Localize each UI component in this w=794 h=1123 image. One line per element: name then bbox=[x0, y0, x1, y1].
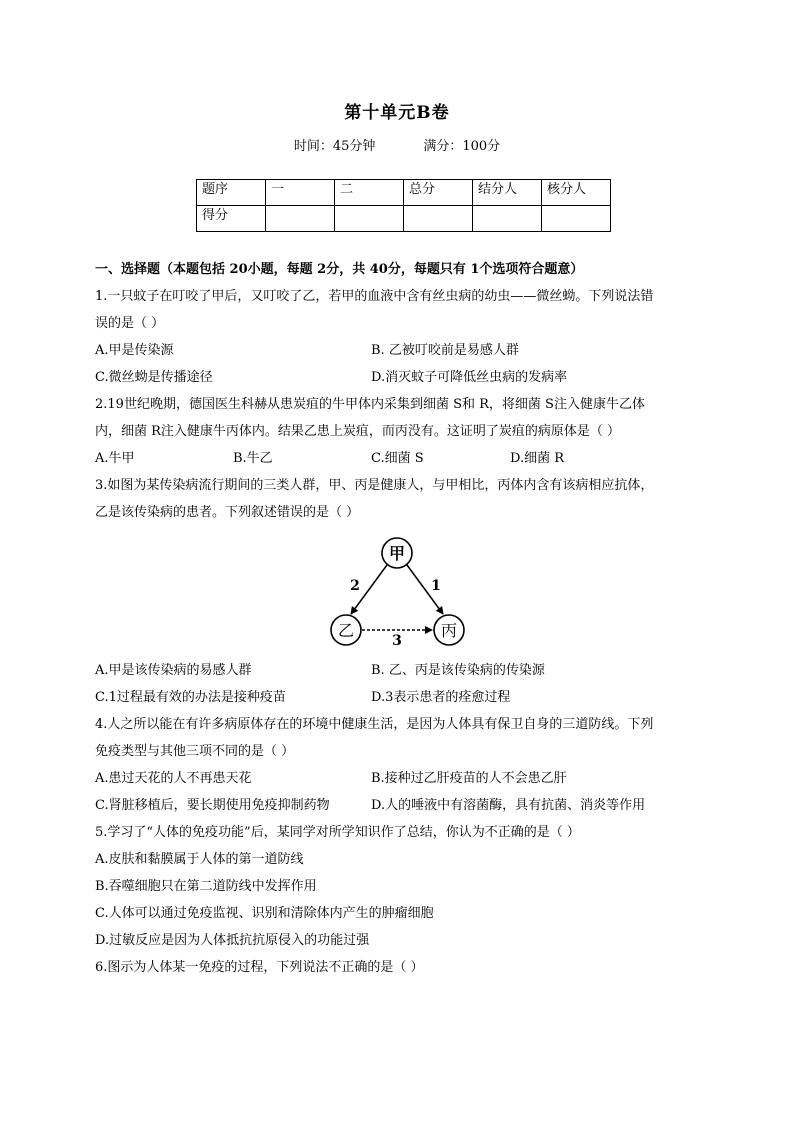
q2-option-b: B.牛乙 bbox=[233, 451, 273, 466]
score-entry-cell[interactable] bbox=[266, 206, 335, 232]
q5-option-b: B.吞噬细胞只在第二道防线中发挥作用 bbox=[95, 879, 317, 894]
q4-stem-line2: 免疫类型与其他三项不同的是（ ） bbox=[95, 744, 295, 759]
q3-option-d: D.3表示患者的痊愈过程 bbox=[371, 690, 511, 705]
q3-option-b: B. 乙、丙是该传染病的传染源 bbox=[371, 663, 545, 678]
q4-option-d: D.人的唾液中有溶菌酶，具有抗菌、消炎等作用 bbox=[371, 798, 646, 813]
score-entry-cell[interactable] bbox=[473, 206, 542, 232]
score-cell: 题序 bbox=[197, 180, 266, 206]
q3-option-c: C.1过程最有效的办法是接种疫苗 bbox=[95, 690, 286, 705]
q1-option-a: A.甲是传染源 bbox=[95, 343, 174, 358]
q5-option-d: D.过敏反应是因为人体抵抗抗原侵入的功能过强 bbox=[95, 933, 370, 948]
transmission-diagram bbox=[325, 537, 470, 649]
node-yi-label: 乙 bbox=[337, 621, 355, 640]
section-desc: （本题包括 20小题，每题 2分，共 40分，每题只有 1个选项符合题意） bbox=[160, 262, 584, 277]
score-cell: 结分人 bbox=[473, 180, 542, 206]
score-cell: 核分人 bbox=[542, 180, 611, 206]
exam-time: 时间：45分钟 bbox=[293, 139, 376, 154]
score-table-header-row bbox=[197, 180, 611, 206]
q1-option-c: C.微丝蚴是传播途径 bbox=[95, 370, 213, 385]
page-title: 第十单元B卷 bbox=[344, 103, 450, 123]
node-bing-label: 丙 bbox=[440, 621, 458, 640]
q5-option-a: A.皮肤和黏膜属于人体的第一道防线 bbox=[95, 852, 304, 867]
q4-stem-line1: 4.人之所以能在有许多病原体存在的环境中健康生活，是因为人体具有保卫自身的三道防线。下列 bbox=[95, 717, 654, 732]
q4-option-a: A.患过天花的人不再患天花 bbox=[95, 771, 252, 786]
q1-option-b: B. 乙被叮咬前是易感人群 bbox=[371, 343, 519, 358]
q2-option-a: A.牛甲 bbox=[95, 451, 135, 466]
exam-meta bbox=[0, 135, 794, 154]
score-entry-cell[interactable] bbox=[542, 206, 611, 232]
section-heading bbox=[95, 261, 583, 279]
score-entry-cell[interactable] bbox=[335, 206, 404, 232]
q5-stem-line1: 5.学习了“人体的免疫功能”后，某同学对所学知识作了总结，你认为不正确的是（ ） bbox=[95, 825, 580, 840]
exam-score: 满分：100分 bbox=[423, 139, 501, 154]
q4-option-b: B.接种过乙肝疫苗的人不会患乙肝 bbox=[371, 771, 567, 786]
q5-option-c: C.人体可以通过免疫监视、识别和清除体内产生的肿瘤细胞 bbox=[95, 906, 434, 921]
score-entry-cell[interactable] bbox=[404, 206, 473, 232]
score-table-score-row bbox=[197, 206, 611, 232]
arrow-label-3: 3 bbox=[392, 633, 402, 649]
q1-option-d: D.消灭蚊子可降低丝虫病的发病率 bbox=[371, 370, 568, 385]
q2-option-c: C.细菌 S bbox=[371, 451, 424, 466]
q3-stem-line2: 乙是该传染病的患者。下列叙述错误的是（ ） bbox=[95, 505, 360, 520]
q6-stem-line1: 6.图示为人体某一免疫的过程，下列说法不正确的是（ ） bbox=[95, 960, 424, 975]
score-cell: 一 bbox=[266, 180, 335, 206]
q3-option-a: A.甲是该传染病的易感人群 bbox=[95, 663, 252, 678]
arrow-label-1: 1 bbox=[431, 578, 441, 594]
score-table bbox=[196, 179, 611, 232]
node-jia-label: 甲 bbox=[388, 544, 406, 563]
q1-stem-line2: 误的是（ ） bbox=[95, 316, 165, 331]
score-cell: 总分 bbox=[404, 180, 473, 206]
q2-stem-line1: 2.19世纪晚期，德国医生科赫从患炭疽的牛甲体内采集到细菌 S和 R，将细菌 S注入健康牛乙体 bbox=[95, 397, 645, 412]
arrow-label-2: 2 bbox=[350, 578, 360, 594]
q4-option-c: C.肾脏移植后，要长期使用免疫抑制药物 bbox=[95, 798, 330, 813]
score-cell: 二 bbox=[335, 180, 404, 206]
score-cell: 得分 bbox=[197, 206, 266, 232]
q3-stem-line1: 3.如图为某传染病流行期间的三类人群，甲、丙是健康人，与甲相比，丙体内含有该病相应抗体， bbox=[95, 478, 654, 493]
q2-option-d: D.细菌 R bbox=[510, 451, 565, 466]
q2-stem-line2: 内，细菌 R注入健康牛丙体内。结果乙患上炭疽，而丙没有。这证明了炭疽的病原体是（ ） bbox=[95, 424, 621, 439]
section-title: 一、选择题 bbox=[95, 262, 161, 277]
q1-stem-line1: 1.一只蚊子在叮咬了甲后，又叮咬了乙，若甲的血液中含有丝虫病的幼虫——微丝蚴。下列说法错 bbox=[95, 289, 654, 304]
